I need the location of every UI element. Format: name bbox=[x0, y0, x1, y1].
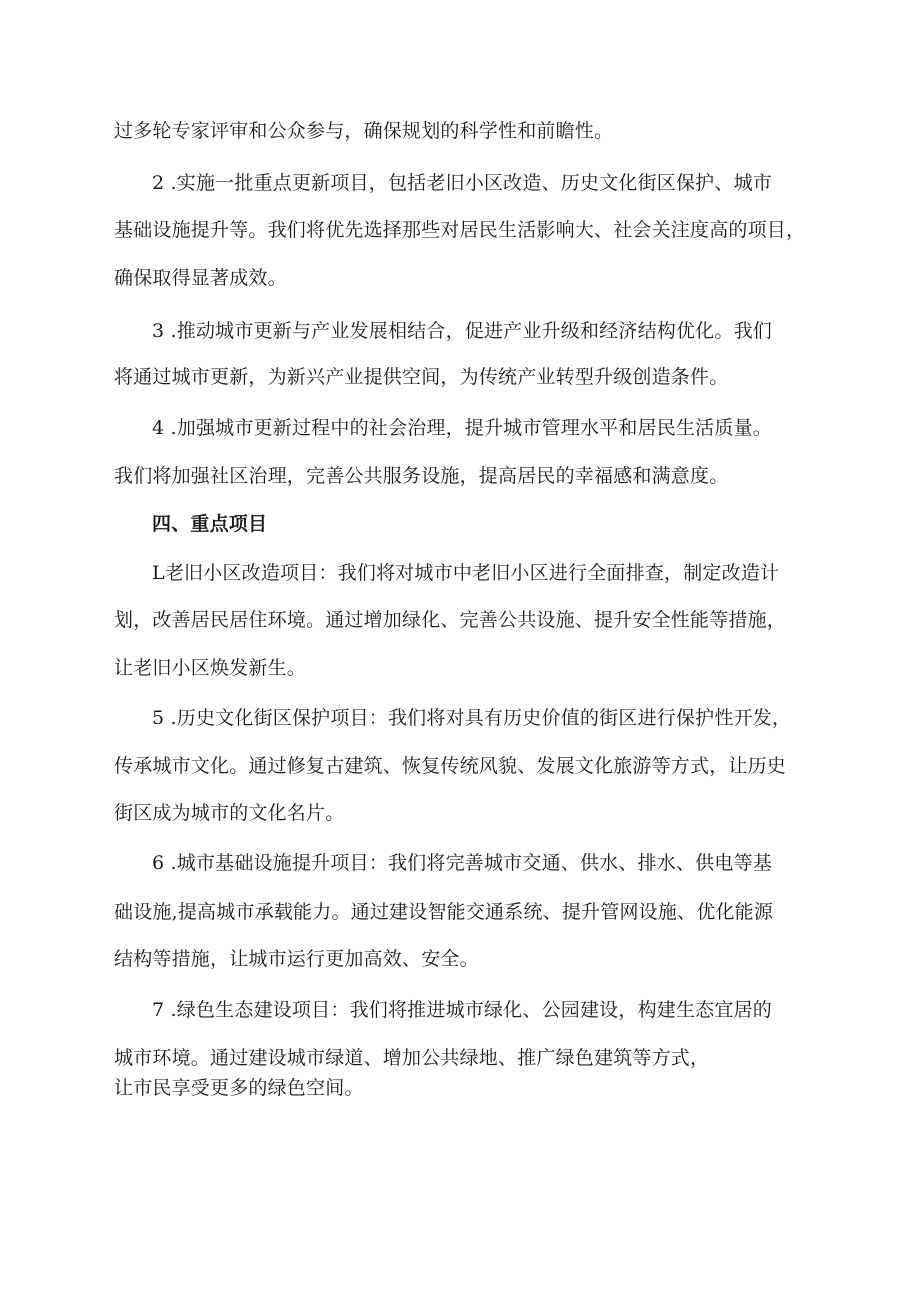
text-line: 过多轮专家评审和公众参与，确保规划的科学性和前瞻性。 bbox=[114, 120, 614, 142]
text-line: L老旧小区改造项目：我们将对城市中老旧小区进行全面排查，制定改造计 bbox=[152, 562, 780, 584]
text-line: 我们将加强社区治理，完善公共服务设施，提高居民的幸福感和满意度。 bbox=[114, 465, 729, 487]
text-line: 街区成为城市的文化名片。 bbox=[114, 802, 345, 824]
text-line: 础设施,提高城市承载能力。通过建设智能交通系统、提升管网设施、优化能源 bbox=[114, 901, 774, 923]
text-line: 划，改善居民居住环境。通过增加绿化、完善公共设施、提升安全性能等措施， bbox=[114, 609, 787, 631]
text-line: 6 .城市基础设施提升项目：我们将完善城市交通、供水、排水、供电等基 bbox=[152, 852, 772, 874]
text-line: 基础设施提升等。我们将优先选择那些对居民生活影响大、社会关注度高的项目， bbox=[114, 219, 806, 241]
text-line: 城市环境。通过建设城市绿道、增加公共绿地、推广绿色建筑等方式， bbox=[114, 1047, 710, 1069]
text-line: 将通过城市更新，为新兴产业提供空间，为传统产业转型升级创造条件。 bbox=[114, 366, 729, 388]
text-line: 7 .绿色生态建设项目：我们将推进城市绿化、公园建设，构建生态宜居的 bbox=[152, 999, 772, 1021]
text-line: 传承城市文化。通过修复古建筑、恢复传统风貌、发展文化旅游等方式，让历史 bbox=[114, 755, 787, 777]
text-line: 3 .推动城市更新与产业发展相结合，促进产业升级和经济结构优化。我们 bbox=[152, 320, 772, 342]
text-line: 4 .加强城市更新过程中的社会治理，提升城市管理水平和居民生活质量。 bbox=[152, 417, 772, 439]
text-line: 让市民享受更多的绿色空间。 bbox=[114, 1077, 364, 1099]
section-heading: 四、重点项目 bbox=[152, 513, 268, 535]
text-line: 确保取得显著成效。 bbox=[114, 267, 287, 289]
text-line: 2 .实施一批重点更新项目，包括老旧小区改造、历史文化街区保护、城市 bbox=[152, 172, 772, 194]
text-line: 5 .历史文化街区保护项目：我们将对具有历史价值的街区进行保护性开发， bbox=[152, 707, 792, 729]
text-line: 让老旧小区焕发新生。 bbox=[114, 657, 307, 679]
text-line: 结构等措施，让城市运行更加高效、安全。 bbox=[114, 948, 479, 970]
